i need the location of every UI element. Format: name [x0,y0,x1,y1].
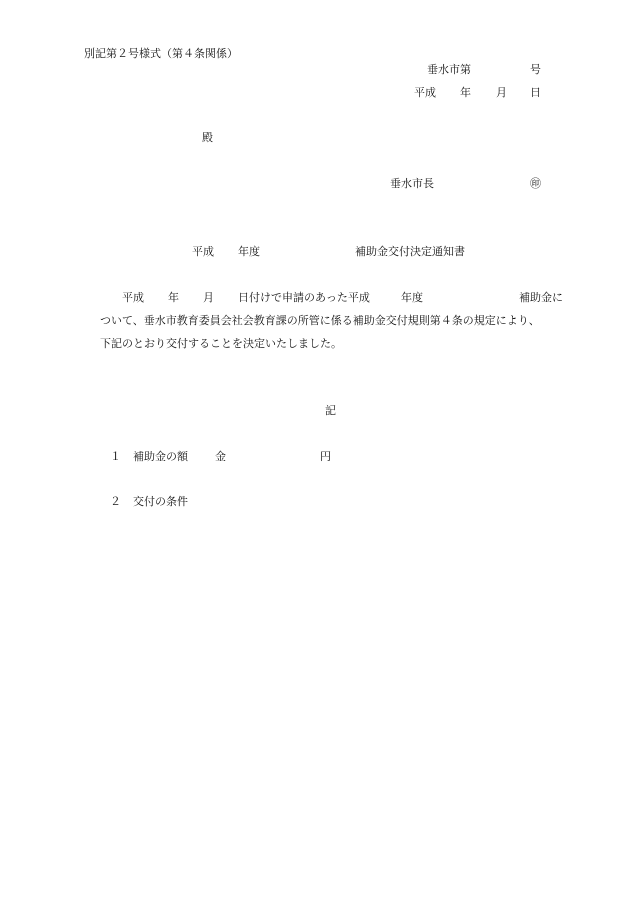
date-month: 月 [496,86,507,99]
form-label: 別記第２号様式（第４条関係） [84,47,238,60]
item-label: 交付の条件 [133,495,188,508]
amount-unit: 円 [320,450,331,463]
body-year: 年 [168,291,179,304]
doc-number-suffix: 号 [530,63,541,76]
item-number: ２ [110,495,121,508]
title-fiscal-year: 年度 [238,245,260,258]
date-year: 年 [460,86,471,99]
issuer-title: 垂水市長 [390,177,434,190]
record-heading: 記 [325,404,336,417]
item-label: 補助金の額 [133,450,188,463]
body-line2: ついて、垂水市教育委員会社会教育課の所管に係る補助金交付規則第４条の規定により、 [100,314,540,327]
body-fiscal-year: 年度 [401,291,423,304]
addressee-honorific: 殿 [202,131,213,144]
seal-mark: ㊞ [530,177,541,190]
body-subsidy-suffix: 補助金に [519,291,563,304]
body-month: 月 [203,291,214,304]
document-title: 補助金交付決定通知書 [355,245,465,258]
title-era: 平成 [192,245,214,258]
date-era: 平成 [414,86,436,99]
date-day: 日 [530,86,541,99]
item-number: １ [110,450,121,463]
body-era: 平成 [122,291,144,304]
body-line1-text: 日付けで申請のあった平成 [238,291,370,304]
doc-number-prefix: 垂水市第 [427,63,471,76]
amount-prefix: 金 [215,450,226,463]
body-line3: 下記のとおり交付することを決定いたしました。 [100,337,342,350]
